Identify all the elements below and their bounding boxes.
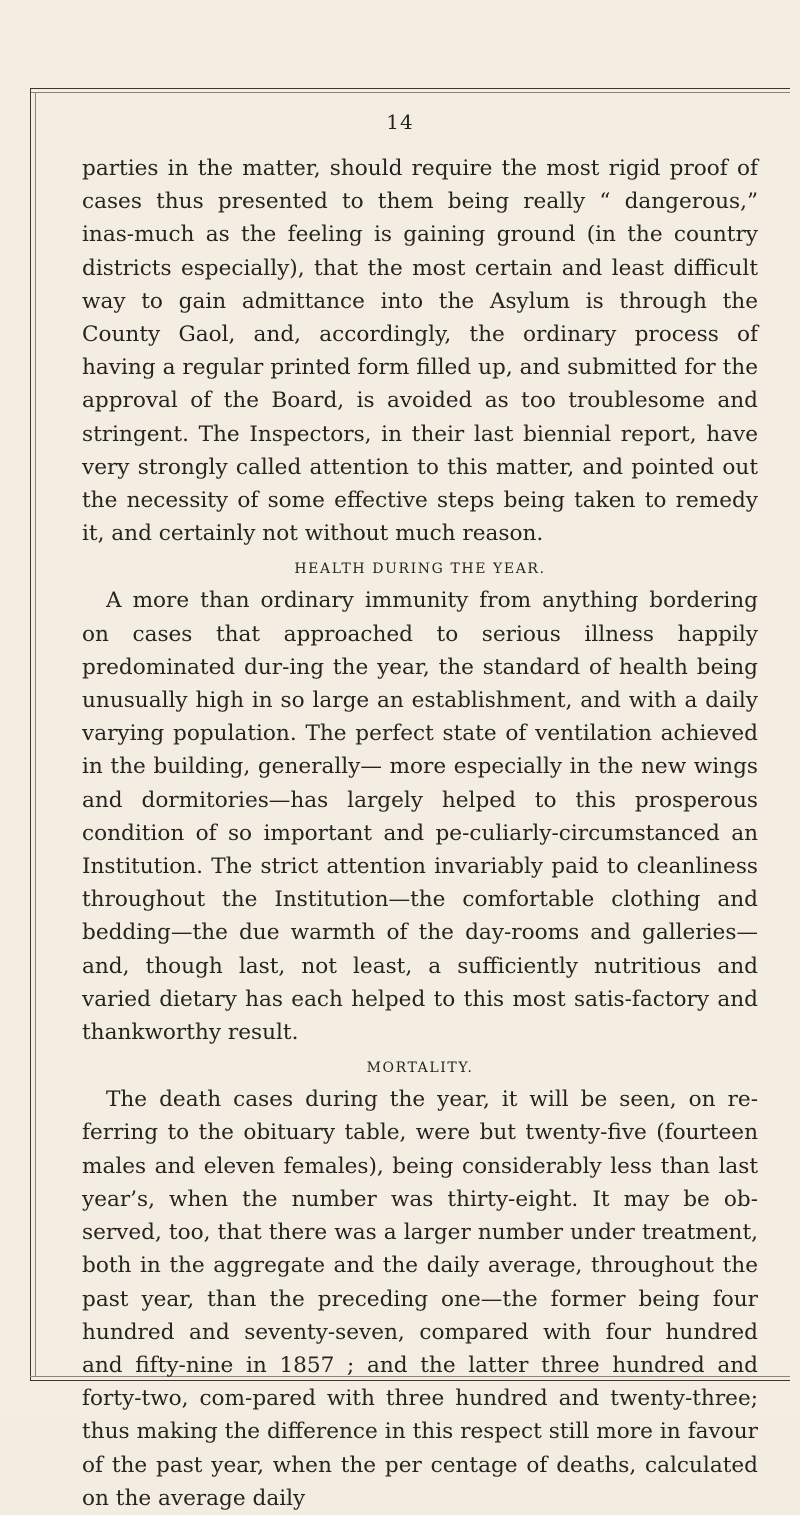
page-number: 14 (386, 110, 414, 134)
body-text (82, 152, 758, 1515)
section-heading-mortality: MORTALITY. (366, 1060, 474, 1077)
paragraph-health: A more than ordinary immunity from anything bordering on cases that approached to serious illness happily predominated dur-ing the year, the standard of health being unusually high in so large an establishment, and with a daily varying population. The perfect state of ventilation achieved in the building, generally— more especially in the new wings and dormitories—has largely helped to this prosperous condition of so important and pe-culiarly-circumstanced an Institution. The strict attention invariably paid to cleanliness throughout the Institution—the comfortable clothing and bedding—the due warmth of the day-rooms and galleries—and, though last, not least, a sufficiently nutritious and varied dietary has each helped to this most satis-factory and thankworthy result. (82, 588, 758, 1046)
page-border-left-inner (35, 92, 36, 1376)
section-heading-health: HEALTH DURING THE YEAR. (294, 561, 546, 578)
page-border-top (30, 88, 790, 89)
paragraph-continuation: parties in the matter, should require the most rigid proof of cases thus presented to them being really “ dangerous,” inas-much as the feeling is gaining ground (in the country districts especially), that the most certain and least difficult way to gain admittance into the Asylum is through the County Gaol, and, accordingly, the ordinary process of having a regular printed form filled up, and submitted for the approval of the Board, is avoided as too troublesome and stringent. The Inspectors, in their last biennial report, have very strongly called attention to this matter, and pointed out the necessity of some effective steps being taken to remedy it, and certainly not without much reason. (82, 156, 758, 547)
page-border-left (30, 88, 31, 1380)
paragraph-mortality: The death cases during the year, it will be seen, on re-ferring to the obituary table, were but twenty-five (fourteen males and eleven females), being considerably less than last year’s, when the number was thirty-eight. It may be ob-served, too, that there was a larger number under treatment, both in the aggregate and the daily average, throughout the past year, than the preceding one—the former being four hundred and seventy-seven, compared with four hundred and fifty-nine in 1857 ; and the latter three hundred and forty-two, com-pared with three hundred and twenty-three; thus making the difference in this respect still more in favour of the past year, when the per centage of deaths, calculated on the average daily (82, 1087, 758, 1511)
page-border-top-inner (30, 92, 790, 93)
